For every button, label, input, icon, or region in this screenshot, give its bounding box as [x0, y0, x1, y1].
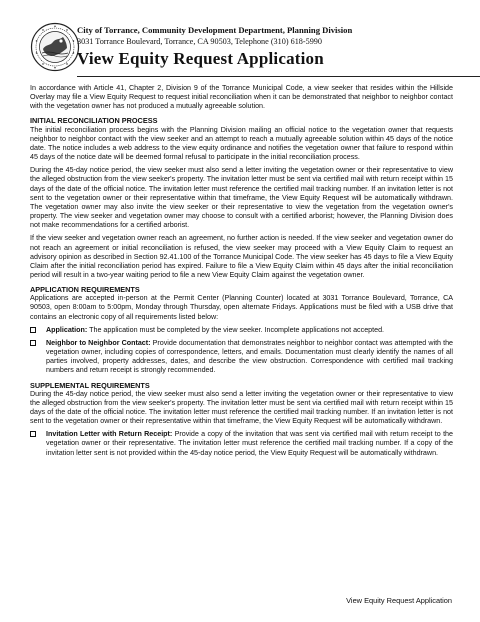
- checklist-item-text: Provide a copy of the invitation that was sent via certified mail with return receipt to the vegetation owner or their representative. The invitation letter must reference the certified mail tracking number. If a copy of the invitation letter sent is not provided within the 45-day notice period, the View Equity Request will be automatically withdrawn.: [46, 430, 454, 457]
- section-heading-initial: INITIAL RECONCILIATION PROCESS: [30, 116, 158, 126]
- city-seal-logo: [30, 22, 80, 72]
- application-paragraph: Applications are accepted in-person at the Permit Center (Planning Counter) located at 3031 Torrance Boulevard, Torrance, CA 90503, open 8:00am to 5:00pm, Monday through Thursday, open alternate Fridays. Applications must be filed with a USB drive that contains an electronic copy of all requirements listed below:: [30, 294, 453, 321]
- checklist-item-text: Provide documentation that demonstrates neighbor to neighbor contact was attempted with the vegetation owner, including copies of correspondence, letters, and emails. Documentation must clearly identify the names of all parties involved, property addresses, dates, and describe the view obstruction. Correspondence with certified mail tracking numbers and return receipt is strongly recommended.: [46, 338, 454, 375]
- initial-paragraph-2: During the 45-day notice period, the view seeker must also send a letter inviting the vegetation owner or their representative to view the alleged obstruction from the view seeker's property. The invitation letter must be sent via certified mail with return receipt within 15 days of the date of the official notice. The invitation letter must reference the certified mail tracking number. If an invitation letter is not sent to the vegetation owner or their representative within that timeframe, the View Equity Request will be automatically withdrawn. The vegetation owner may also invite the view seeker or their representative to view the vegetation from the vegetation owner's property. The view seeker and vegetation owner may choose to consult with a certified arborist; however, the Planning Division does not make recommendations for a certified arborist.: [30, 166, 453, 230]
- checklist-item-neighbor-contact: [30, 339, 453, 376]
- organization-address: 3031 Torrance Boulevard, Torrance, CA 90503, Telephone (310) 618-5990: [77, 37, 322, 46]
- checklist-item-text: The application must be completed by the view seeker. Incomplete applications not accepted.: [89, 325, 385, 334]
- checkbox-icon: [30, 431, 36, 437]
- header-divider: [77, 76, 480, 77]
- checklist-item-label: Invitation Letter with Return Receipt:: [46, 430, 173, 439]
- checklist-item-label: Neighbor to Neighbor Contact:: [46, 338, 151, 347]
- checkbox-icon: [30, 327, 36, 333]
- checklist-item-label: Application:: [46, 325, 88, 334]
- letterhead: [30, 22, 450, 80]
- document-body: [30, 84, 453, 458]
- organization-name: City of Torrance, Community Development Department, Planning Division: [77, 25, 353, 35]
- supplemental-paragraph: During the 45-day notice period, the view seeker must also send a letter inviting the vegetation owner or their representative to view the alleged obstruction from the view seeker's property. The invitation letter must be sent via certified mail with return receipt within 15 days of the date of the official notice. The invitation letter must reference the certified mail tracking number. If an invitation letter is not sent to the vegetation owner or their representative within that timeframe, the View Equity Request will be automatically withdrawn.: [30, 389, 453, 426]
- checklist-item-invitation-letter: [30, 430, 453, 457]
- page-title: View Equity Request Application: [77, 49, 324, 68]
- initial-paragraph-1: The initial reconciliation process begins with the Planning Division mailing an official notice to the vegetation owner that requests neighbor to neighbor contact with the view seeker and an attempt to reach a mutually agreeable solution within 45 days of the notice date. The notice includes a web address to the view equity ordinance and notifies the vegetation owner that failure to respond within 45 days of the notice date will be deemed formal refusal to participate in the initial reconciliation process.: [30, 125, 453, 162]
- page-footer: View Equity Request Application: [346, 596, 452, 605]
- initial-paragraph-3: If the view seeker and vegetation owner reach an agreement, no further action is needed. If the view seeker and vegetation owner do not reach an agreement or initial reconciliation is refused, the view seeker may proceed with a View Equity Claim to request an advisory opinion as described in Section 92.41.100 of the Torrance Municipal Code. The view seeker has 45 days to file a View Equity Claim after the initial reconciliation period has expired. Failure to file a View Equity Claim within 45 days after the initial reconciliation period will result in a two-year waiting period to file a new View Equity Claim against the vegetation owner.: [30, 234, 453, 279]
- checklist-item-application: [30, 326, 453, 335]
- section-heading-supplemental: SUPPLEMENTAL REQUIREMENTS: [30, 380, 150, 390]
- intro-paragraph: In accordance with Article 41, Chapter 2, Division 9 of the Torrance Municipal Code, a view seeker that resides within the Hillside Overlay may file a View Equity Request to request initial reconciliation when it can be demonstrated that neighbor to neighbor contact with the vegetation owner has not produced a mutually agreeable solution.: [30, 84, 453, 111]
- checkbox-icon: [30, 340, 36, 346]
- section-heading-application: APPLICATION REQUIREMENTS: [30, 285, 140, 295]
